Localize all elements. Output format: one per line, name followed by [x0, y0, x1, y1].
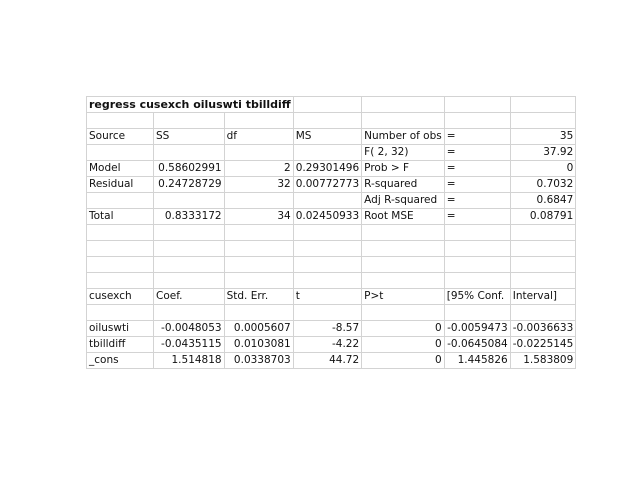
p-value[interactable]: 0 [362, 321, 445, 337]
ss-value[interactable]: 0.8333172 [154, 209, 225, 225]
coef-value[interactable]: 1.514818 [154, 353, 225, 369]
stat-eq[interactable]: = [444, 209, 510, 225]
conf-low-value[interactable]: -0.0059473 [444, 321, 510, 337]
df-value[interactable]: 32 [224, 177, 293, 193]
stat-row [87, 145, 576, 161]
stat-eq[interactable]: = [444, 177, 510, 193]
blank-row [87, 113, 576, 129]
header-df[interactable]: df [224, 129, 293, 145]
cell[interactable] [154, 145, 225, 161]
cell[interactable] [224, 257, 293, 273]
source-label[interactable]: Residual [87, 177, 154, 193]
t-value[interactable]: 44.72 [293, 353, 361, 369]
p-value[interactable]: 0 [362, 337, 445, 353]
header-ss[interactable]: SS [154, 129, 225, 145]
variable-label[interactable]: _cons [87, 353, 154, 369]
blank-row [87, 257, 576, 273]
cell[interactable] [87, 113, 154, 129]
conf-high-value[interactable]: -0.0225145 [510, 337, 576, 353]
cell[interactable] [224, 113, 293, 129]
header-t[interactable]: t [293, 289, 361, 305]
p-value[interactable]: 0 [362, 353, 445, 369]
cell[interactable] [154, 241, 225, 257]
cell[interactable] [293, 113, 361, 129]
cell[interactable] [87, 193, 154, 209]
anova-header-row [87, 129, 576, 145]
cell[interactable] [444, 241, 510, 257]
stat-label[interactable]: R-squared [362, 177, 445, 193]
cell[interactable] [293, 97, 361, 113]
stat-label[interactable]: Adj R-squared [362, 193, 445, 209]
cell[interactable] [444, 97, 510, 113]
cell[interactable] [224, 193, 293, 209]
cell[interactable] [154, 273, 225, 289]
coef-value[interactable]: -0.0048053 [154, 321, 225, 337]
conf-low-value[interactable]: 1.445826 [444, 353, 510, 369]
variable-label[interactable]: oiluswti [87, 321, 154, 337]
stat-eq[interactable]: = [444, 161, 510, 177]
ms-value[interactable]: 0.02450933 [293, 209, 361, 225]
cell[interactable] [510, 305, 576, 321]
stderr-value[interactable]: 0.0103081 [224, 337, 293, 353]
cell[interactable] [510, 257, 576, 273]
cell[interactable] [362, 97, 445, 113]
cell[interactable] [362, 225, 445, 241]
cell[interactable] [87, 145, 154, 161]
stderr-value[interactable]: 0.0005607 [224, 321, 293, 337]
cell[interactable] [87, 225, 154, 241]
cell[interactable] [444, 225, 510, 241]
header-source[interactable]: Source [87, 129, 154, 145]
cell[interactable] [444, 113, 510, 129]
cell[interactable] [224, 225, 293, 241]
anova-row-total [87, 209, 576, 225]
cell[interactable] [87, 305, 154, 321]
header-coef[interactable]: Coef. [154, 289, 225, 305]
coef-header-row [87, 289, 576, 305]
stat-label[interactable]: F( 2, 32) [362, 145, 445, 161]
header-depvar[interactable]: cusexch [87, 289, 154, 305]
coef-value[interactable]: -0.0435115 [154, 337, 225, 353]
cell[interactable] [510, 225, 576, 241]
cell[interactable] [87, 241, 154, 257]
cell[interactable] [510, 97, 576, 113]
anova-row-residual [87, 177, 576, 193]
cell[interactable] [293, 241, 361, 257]
ms-value[interactable]: 0.29301496 [293, 161, 361, 177]
cell[interactable] [444, 257, 510, 273]
ms-value[interactable]: 0.00772773 [293, 177, 361, 193]
cell[interactable] [293, 273, 361, 289]
stat-value[interactable]: 0.08791 [510, 209, 576, 225]
t-value[interactable]: -4.22 [293, 337, 361, 353]
cell[interactable] [444, 273, 510, 289]
df-value[interactable]: 34 [224, 209, 293, 225]
cell[interactable] [362, 305, 445, 321]
cell[interactable] [362, 241, 445, 257]
cell[interactable] [293, 193, 361, 209]
ss-value[interactable]: 0.58602991 [154, 161, 225, 177]
cell[interactable] [87, 273, 154, 289]
cell[interactable] [224, 273, 293, 289]
conf-high-value[interactable]: 1.583809 [510, 353, 576, 369]
regression-sheet [86, 96, 576, 369]
cell[interactable] [510, 241, 576, 257]
header-ms[interactable]: MS [293, 129, 361, 145]
cell[interactable] [293, 225, 361, 241]
variable-label[interactable]: tbilldiff [87, 337, 154, 353]
source-label[interactable]: Model [87, 161, 154, 177]
stat-value[interactable]: 0 [510, 161, 576, 177]
anova-row-model [87, 161, 576, 177]
t-value[interactable]: -8.57 [293, 321, 361, 337]
stat-label[interactable]: Prob > F [362, 161, 445, 177]
stat-value[interactable]: 0.7032 [510, 177, 576, 193]
stat-eq[interactable]: = [444, 193, 510, 209]
cell[interactable] [362, 113, 445, 129]
cell[interactable] [224, 241, 293, 257]
title-row [87, 97, 576, 113]
conf-high-value[interactable]: -0.0036633 [510, 321, 576, 337]
blank-row [87, 273, 576, 289]
stat-row [87, 193, 576, 209]
conf-low-value[interactable]: -0.0645084 [444, 337, 510, 353]
cell[interactable] [510, 273, 576, 289]
header-conf-high[interactable]: Interval] [510, 289, 576, 305]
stat-label[interactable]: Number of obs [362, 129, 445, 145]
header-conf-low[interactable]: [95% Conf. [444, 289, 510, 305]
cell[interactable] [362, 273, 445, 289]
stat-value[interactable]: 37.92 [510, 145, 576, 161]
cell[interactable] [362, 257, 445, 273]
coef-row-cons [87, 353, 576, 369]
cell[interactable] [293, 145, 361, 161]
cell[interactable] [444, 305, 510, 321]
cell[interactable] [154, 225, 225, 241]
cell[interactable] [224, 145, 293, 161]
cell[interactable] [154, 193, 225, 209]
cell[interactable] [154, 305, 225, 321]
cell[interactable] [154, 113, 225, 129]
stat-label[interactable]: Root MSE [362, 209, 445, 225]
source-label[interactable]: Total [87, 209, 154, 225]
blank-row [87, 305, 576, 321]
stat-value[interactable]: 0.6847 [510, 193, 576, 209]
df-value[interactable]: 2 [224, 161, 293, 177]
cell[interactable] [224, 305, 293, 321]
coef-row-tbilldiff [87, 337, 576, 353]
header-stderr[interactable]: Std. Err. [224, 289, 293, 305]
cell[interactable] [87, 257, 154, 273]
stat-value[interactable]: 35 [510, 129, 576, 145]
ss-value[interactable]: 0.24728729 [154, 177, 225, 193]
coef-row-oiluswti [87, 321, 576, 337]
stderr-value[interactable]: 0.0338703 [224, 353, 293, 369]
stat-eq[interactable]: = [444, 129, 510, 145]
cell[interactable] [154, 257, 225, 273]
cell[interactable] [293, 305, 361, 321]
blank-row [87, 225, 576, 241]
cell[interactable] [510, 113, 576, 129]
header-p[interactable]: P>t [362, 289, 445, 305]
blank-row [87, 241, 576, 257]
regression-title: regress cusexch oiluswti tbilldiff [87, 97, 294, 113]
stat-eq[interactable]: = [444, 145, 510, 161]
cell[interactable] [293, 257, 361, 273]
